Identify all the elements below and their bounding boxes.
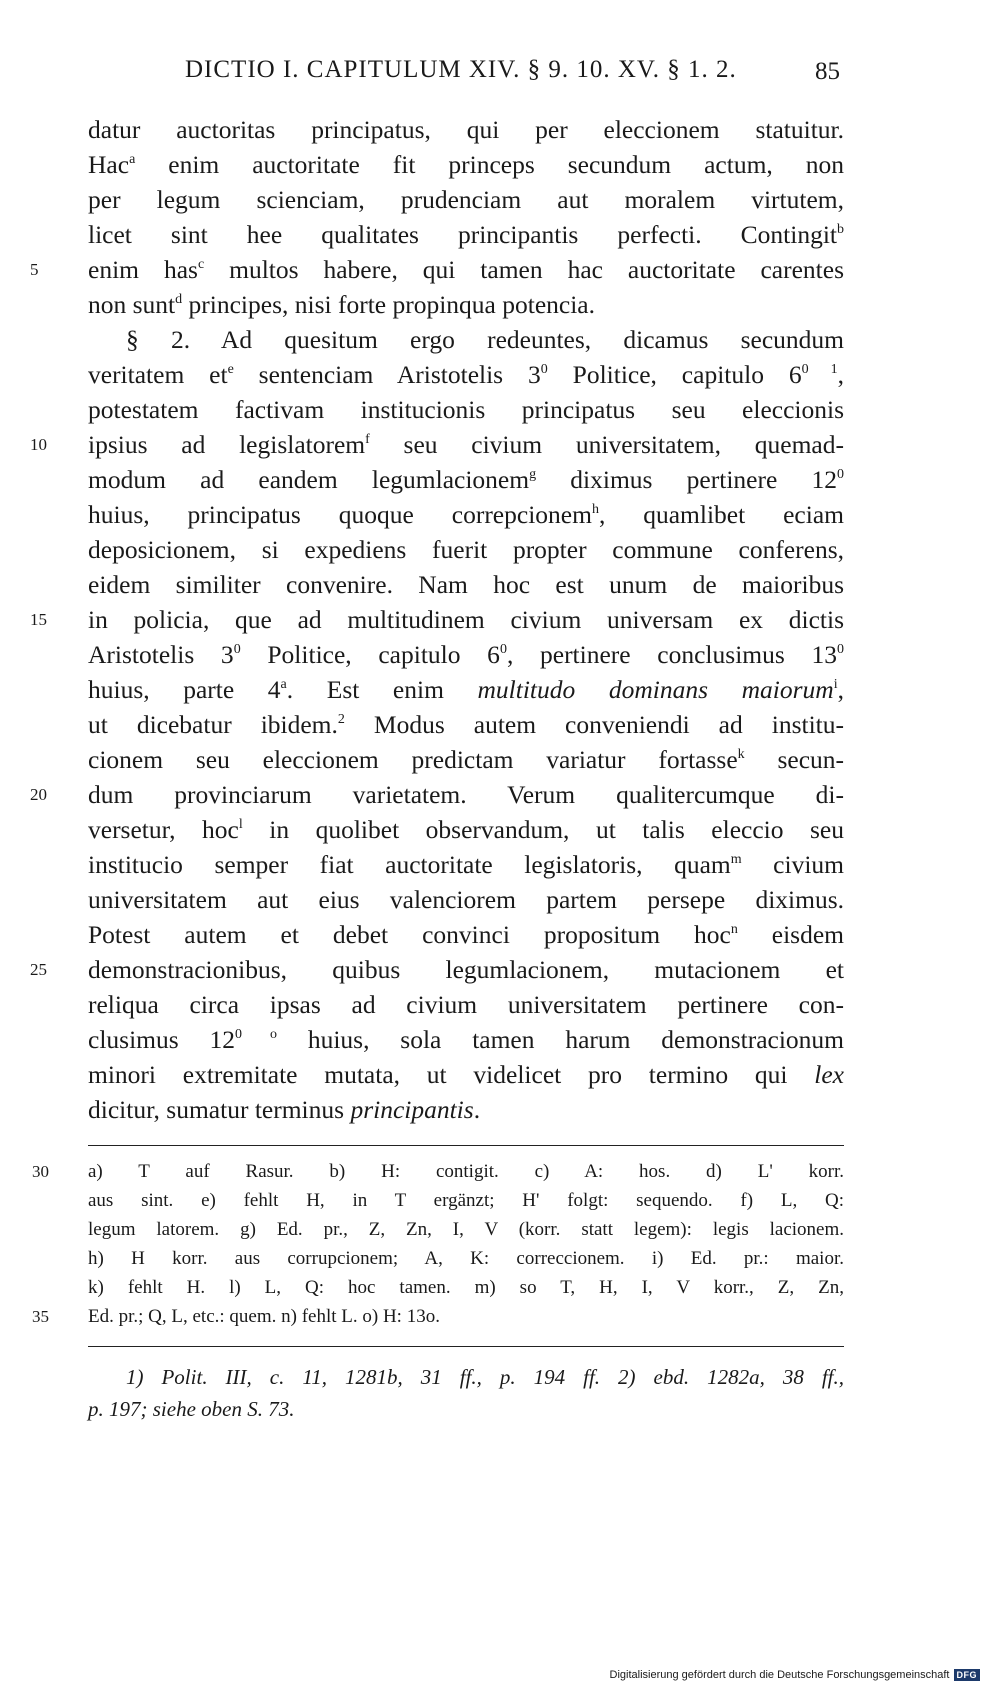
line-number: 35 <box>32 1307 49 1326</box>
apparatus-line: h) H korr. aus corrupcionem; A, K: correccionem. i) Ed. pr.: maior. <box>88 1248 844 1269</box>
running-title: DICTIO I. CAPITULUM XIV. § 9. 10. XV. § 1. 2. <box>185 56 737 83</box>
text-line: minori extremitate mutata, ut videlicet pro termino qui lex <box>88 1060 844 1089</box>
footnotes <box>88 1361 844 1425</box>
line-number: 10 <box>30 435 47 454</box>
text-line: huius, principatus quoque correpcionem$^h$, quamlibet eciam <box>88 500 844 529</box>
text-line: reliqua circa ipsas ad civium universitatem pertinere con- <box>88 990 844 1019</box>
running-header <box>88 56 840 96</box>
text-line: clusimus $12^{0 o}$ huius, sola tamen harum demonstracionum <box>88 1025 845 1054</box>
text-line: huius, parte 4$^a$. Est enim multitudo dominans maiorum$^i$, <box>88 675 844 704</box>
notes-divider <box>88 1346 844 1347</box>
apparatus-line: 35 Ed. pr.; Q, L, etc.: quem. n) fehlt L. o) H: 13o. <box>88 1302 844 1331</box>
text-line: Potest autem et debet convinci propositum hoc$^n$ eisdem <box>88 920 844 949</box>
footnote-line: p. 197; siehe oben S. 73. <box>88 1397 295 1421</box>
text-line: cionem seu eleccionem predictam variatur fortasse$^k$ secun- <box>88 745 844 774</box>
line-number: 30 <box>32 1162 49 1181</box>
text-line: datur auctoritas principatus, qui per eleccionem statuitur. <box>88 115 844 144</box>
text-line: 15 in policia, que ad multitudinem civium universam ex dictis <box>88 602 844 637</box>
text-line: versetur, hoc$^l$ in quolibet observandum, ut talis eleccio seu <box>88 815 844 844</box>
line-number: 20 <box>30 785 47 804</box>
text-line: 25 demonstracionibus, quibus legumlacionem, mutacionem et <box>88 952 844 987</box>
text-line: potestatem factivam institucionis principatus seu eleccionis <box>88 395 844 424</box>
text-line: modum ad eandem legumlacionem$^g$ diximus pertinere $12^0$ <box>88 465 844 494</box>
dfg-logo: DFG <box>954 1669 981 1681</box>
text-line: deposicionem, si expediens fuerit propter commune conferens, <box>88 535 844 564</box>
text-line: Hac$^a$ enim auctoritate fit princeps secundum actum, non <box>88 150 844 179</box>
credit-text: Digitalisierung gefördert durch die Deutsche Forschungsgemeinschaft <box>609 1669 950 1681</box>
text-line: universitatem aut eius valenciorem partem persepe diximus. <box>88 885 844 914</box>
text-line: ut dicebatur ibidem.$^2$ Modus autem conveniendi ad institu- <box>88 710 844 739</box>
line-number: 25 <box>30 960 47 979</box>
text-line: eidem similiter convenire. Nam hoc est unum de maioribus <box>88 570 844 599</box>
text-line: 20 dum provinciarum varietatem. Verum qualitercumque di- <box>88 777 844 812</box>
apparatus-line: legum latorem. g) Ed. pr., Z, Zn, I, V (korr. statt legem): legis lacionem. <box>88 1219 844 1240</box>
apparatus-line: aus sint. e) fehlt H, in T ergänzt; H' folgt: sequendo. f) L, Q: <box>88 1190 844 1211</box>
critical-apparatus <box>32 1157 844 1331</box>
footnote-line: 1) Polit. III, c. 11, 1281b, 31 ff., p. 194 ff. 2) ebd. 1282a, 38 ff., <box>126 1365 844 1389</box>
text-line: dicitur, sumatur terminus principantis. <box>88 1095 481 1124</box>
text-line: institucio semper fiat auctoritate legislatoris, quam$^m$ civium <box>88 850 844 879</box>
line-number: 5 <box>30 260 39 279</box>
line-number: 15 <box>30 610 47 629</box>
text-line: § 2. Ad quesitum ergo redeuntes, dicamus secundum <box>126 325 844 354</box>
apparatus-line: 30 a) T auf Rasur. b) H: contigit. c) A: hos. d) L' korr. <box>88 1157 844 1186</box>
text-line: 10 ipsius ad legislatorem$^f$ seu civium universitatem, quemad- <box>88 427 844 462</box>
text-line: licet sint hee qualitates principantis perfecti. Contingit$^b$ <box>88 220 844 249</box>
text-line: per legum scienciam, prudenciam aut moralem virtutem, <box>88 185 844 214</box>
text-line: veritatem $et^e$ sentenciam Aristotelis $3^0$ Politice, capitulo $6^{0 1}$, <box>88 360 844 389</box>
text-line: Aristotelis $3^0$ Politice, capitulo $6^0$, pertinere conclusimus $13^0$ <box>88 640 844 669</box>
digitization-credit <box>610 1669 980 1681</box>
main-text <box>30 112 845 1127</box>
text-line: 5 enim has$^c$ multos habere, qui tamen hac auctoritate carentes <box>88 252 844 287</box>
page-number: 85 <box>815 58 840 85</box>
text-line: non sunt$^d$ principes, nisi forte propinqua potencia. <box>88 290 595 319</box>
apparatus-line: k) fehlt H. l) L, Q: hoc tamen. m) so T, H, I, V korr., Z, Zn, <box>88 1277 844 1298</box>
apparatus-divider <box>88 1145 844 1146</box>
